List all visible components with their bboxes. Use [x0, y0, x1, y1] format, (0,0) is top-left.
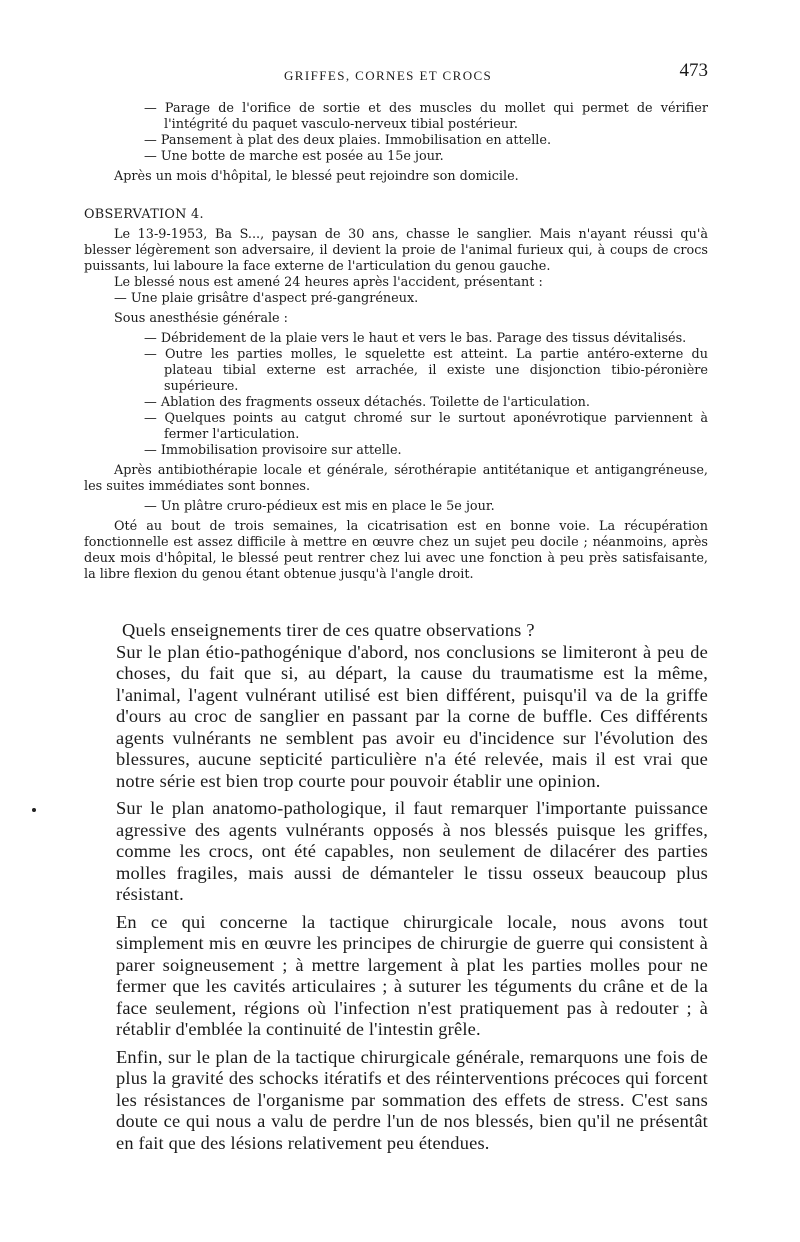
paragraph: En ce qui concerne la tactique chirurgicale locale, nous avons tout simplement mis en œuvre les principes de chirurgie de guerre qui consistent à parer soigneusement ; à mettre largement à plat les parties molles pour ne fermer que les cavités articulaires ; à suturer les téguments du crâne et de la face seulement, régions où l'infection n'est pratiquement pas à redouter ; à rétablir d'emblée la continuité de l'intestin grêle.: [116, 911, 708, 1039]
list-item: — Un plâtre cruro-pédieux est mis en place le 5e jour.: [144, 499, 495, 514]
list-item: — Une botte de marche est posée au 15e jour.: [144, 149, 444, 164]
case-report-section: [84, 101, 708, 583]
list-item: — Quelques points au catgut chromé sur le surtout aponévrotique parviennent à fermer l'articulation.: [144, 411, 708, 442]
list-item: — Parage de l'orifice de sortie et des muscles du mollet qui permet de vérifier l'intégrité du paquet vasculo-nerveux tibial postérieur.: [144, 101, 708, 132]
paragraph: Le blessé nous est amené 24 heures après l'accident, présentant :: [114, 275, 543, 290]
page-number: 473: [679, 60, 708, 81]
running-title: GRIFFES, CORNES ET CROCS: [284, 68, 493, 83]
margin-speck: [32, 808, 36, 812]
list-item: — Ablation des fragments osseux détachés. Toilette de l'articulation.: [144, 395, 590, 410]
paragraph: Sous anesthésie générale :: [114, 311, 288, 326]
list-item: — Outre les parties molles, le squelette est atteint. La partie antéro-externe du plateau tibial externe est arrachée, il existe une disjonction tibio-péronière supérieure.: [144, 347, 708, 394]
list-item: — Immobilisation provisoire sur attelle.: [144, 443, 402, 458]
paragraph: Après antibiothérapie locale et générale, sérothérapie antitétanique et antigangréneuse, les suites immédiates sont bonnes.: [84, 463, 708, 494]
observation-heading: OBSERVATION 4.: [84, 207, 204, 222]
discussion-question: Quels enseignements tirer de ces quatre observations ?: [122, 620, 535, 640]
running-header: [0, 60, 800, 90]
paragraph: Sur le plan anatomo-pathologique, il faut remarquer l'importante puissance agressive des agents vulnérants opposés à nos blessés puisque les griffes, comme les crocs, ont été capables, non seulement de dilacérer des parties molles fragiles, mais aussi de démanteler le tissu osseux beaucoup plus résistant.: [116, 798, 708, 904]
discussion-section: [116, 620, 708, 1160]
paragraph: Sur le plan étio-pathogénique d'abord, nos conclusions se limiteront à peu de choses, du fait que si, au départ, la cause du traumatisme est la même, l'animal, l'agent vulnérant utilisé est bien différent, puisqu'il va de la griffe d'ours au croc de sanglier en passant par la corne de buffle. Ces différents agents vulnérants ne semblent pas avoir eu d'incidence sur l'évolution des blessures, aucune septicité particulière n'a été relevée, mais il est vrai que notre série est bien trop courte pour pouvoir établir une opinion.: [116, 641, 708, 791]
paragraph: Après un mois d'hôpital, le blessé peut rejoindre son domicile.: [114, 169, 519, 184]
list-item: — Une plaie grisâtre d'aspect pré-gangréneux.: [114, 291, 419, 306]
paragraph: Le 13-9-1953, Ba S..., paysan de 30 ans, chasse le sanglier. Mais n'ayant réussi qu'à blesser légèrement son adversaire, il devient la proie de l'animal furieux qui, à coups de crocs puissants, lui laboure la face externe de l'articulation du genou gauche.: [84, 227, 708, 274]
list-item: — Pansement à plat des deux plaies. Immobilisation en attelle.: [144, 133, 552, 148]
paragraph: Oté au bout de trois semaines, la cicatrisation est en bonne voie. La récupération fonctionnelle est assez difficile à mettre en œuvre chez un sujet peu docile ; néanmoins, après deux mois d'hôpital, le blessé peut rentrer chez lui avec une fonction à peu près satisfaisante, la libre flexion du genou étant obtenue jusqu'à l'angle droit.: [84, 519, 708, 582]
list-item: — Débridement de la plaie vers le haut et vers le bas. Parage des tissus dévitalisés.: [144, 331, 687, 346]
paragraph: Enfin, sur le plan de la tactique chirurgicale générale, remarquons une fois de plus la gravité des schocks itératifs et des réinterventions précoces qui forcent les résistances de l'organisme par sommation des effets de stress. C'est sans doute ce qui nous a valu de perdre l'un de nos blessés, bien qu'il ne présentât en fait que des lésions relativement peu étendues.: [116, 1046, 708, 1153]
